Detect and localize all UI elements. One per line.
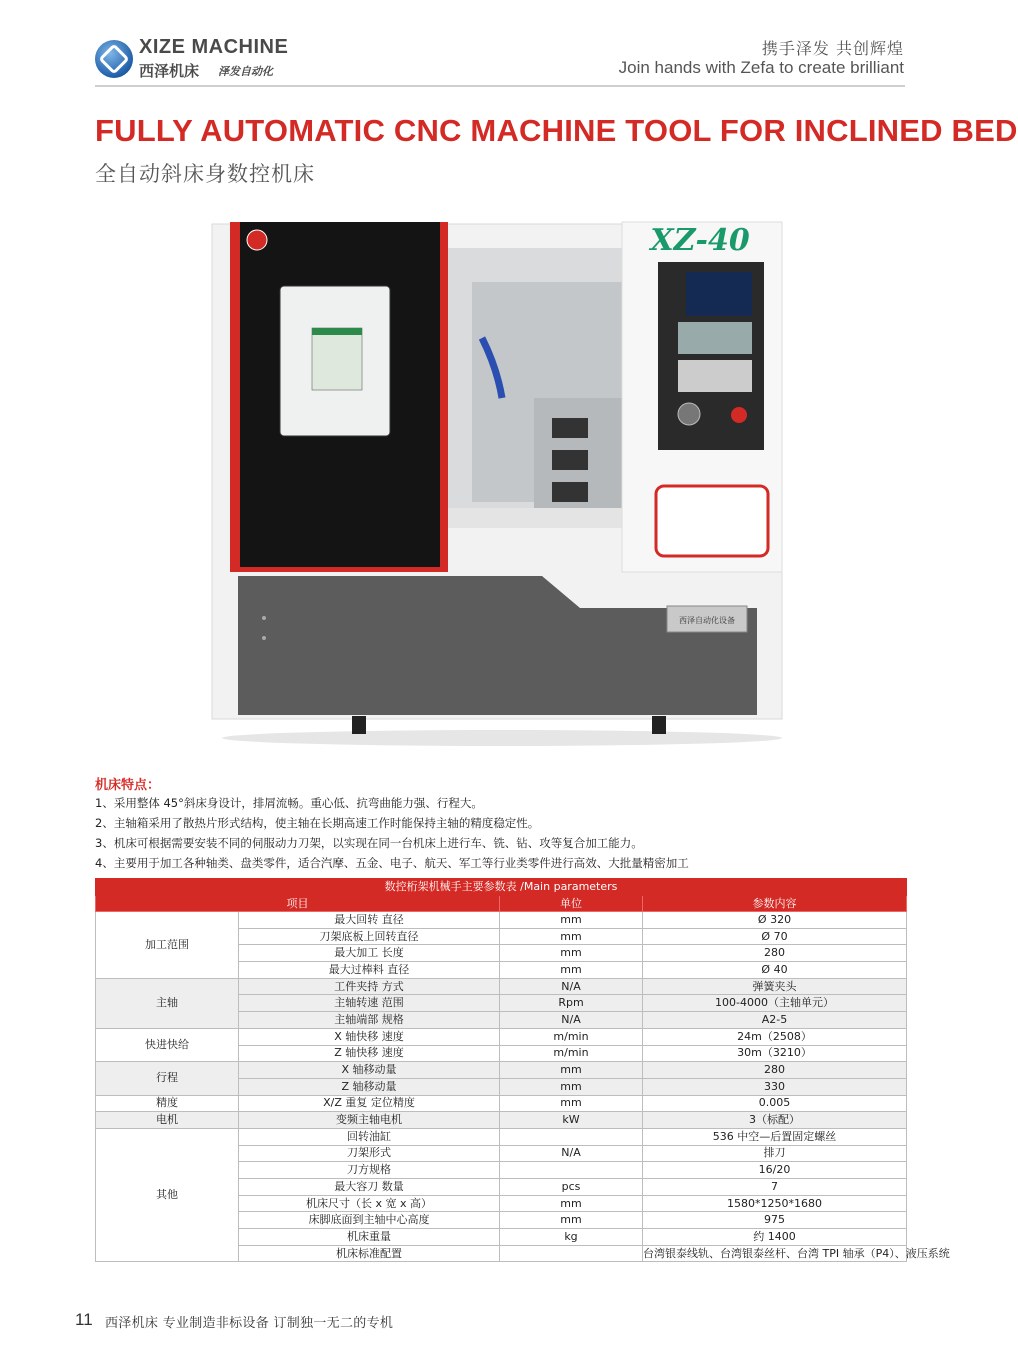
group-cell: 快进快给 xyxy=(96,1028,239,1061)
header-divider xyxy=(95,85,905,87)
logo-text-en: XIZE MACHINE xyxy=(139,36,289,58)
column-header-value: 参数内容 xyxy=(643,896,907,912)
value-cell: 16/20 xyxy=(643,1162,907,1179)
value-cell: 7 xyxy=(643,1179,907,1196)
value-cell: Ø 320 xyxy=(643,912,907,929)
value-cell: 约 1400 xyxy=(643,1229,907,1246)
footer-text: 西泽机床 专业制造非标设备 订制独一无二的专机 xyxy=(105,1316,394,1331)
model-label: XZ-40 xyxy=(650,223,750,258)
unit-cell: N/A xyxy=(500,1012,643,1029)
keypad-upper xyxy=(678,322,752,354)
table-title: 数控桁架机械手主要参数表 /Main parameters xyxy=(96,879,907,896)
value-cell: 弹簧夹头 xyxy=(643,978,907,995)
item-cell: 床脚底面到主轴中心高度 xyxy=(239,1212,500,1229)
group-cell: 其他 xyxy=(96,1128,239,1262)
unit-cell: mm xyxy=(500,912,643,929)
value-cell: 24m（2508） xyxy=(643,1028,907,1045)
unit-cell: mm xyxy=(500,1078,643,1095)
value-cell: Ø 70 xyxy=(643,928,907,945)
table-row xyxy=(96,912,907,929)
item-cell: 最大容刀 数量 xyxy=(239,1179,500,1196)
unit-cell: mm xyxy=(500,945,643,962)
item-cell: X 轴移动量 xyxy=(239,1062,500,1079)
machine-shadow xyxy=(222,730,782,746)
unit-cell: mm xyxy=(500,1212,643,1229)
feed-knob-icon xyxy=(678,403,700,425)
keypad-lower xyxy=(678,360,752,392)
door-emblem-icon xyxy=(247,230,267,250)
page-number: 11 xyxy=(75,1310,93,1329)
feature-item: 3、机床可根据需要安装不同的伺服动力刀架，以实现在同一台机床上进行车、铣、钻、攻等复合加工能力。 xyxy=(95,836,643,850)
logo-icon xyxy=(95,40,133,78)
table-row xyxy=(96,978,907,995)
feature-item: 1、采用整体 45°斜床身设计，排屑流畅。重心低、抗弯曲能力强、行程大。 xyxy=(95,796,483,810)
machine-foot xyxy=(652,716,666,734)
chip-tray xyxy=(448,508,624,528)
cnc-machine-illustration xyxy=(212,218,788,748)
unit-cell: mm xyxy=(500,1195,643,1212)
item-cell: 刀架底板上回转直径 xyxy=(239,928,500,945)
table-body xyxy=(96,912,950,1262)
group-cell: 主轴 xyxy=(96,978,239,1028)
value-cell: 280 xyxy=(643,945,907,962)
value-cell: Ø 40 xyxy=(643,962,907,979)
item-cell: X/Z 重复 定位精度 xyxy=(239,1095,500,1112)
item-cell: 主轴端部 规格 xyxy=(239,1012,500,1029)
name-plate-text: 西泽自动化设备 xyxy=(679,616,735,625)
unit-cell: N/A xyxy=(500,1145,643,1162)
item-cell: X 轴快移 速度 xyxy=(239,1028,500,1045)
table-row xyxy=(96,1028,907,1045)
unit-cell xyxy=(500,1162,643,1179)
value-cell: 536 中空—后置固定螺丝 xyxy=(643,1128,907,1145)
unit-cell: mm xyxy=(500,1062,643,1079)
unit-cell xyxy=(500,1128,643,1145)
page-title-en: FULLY AUTOMATIC CNC MACHINE TOOL FOR INCLINED BED xyxy=(95,113,1018,148)
unit-cell: kg xyxy=(500,1229,643,1246)
item-cell: 回转油缸 xyxy=(239,1128,500,1145)
unit-cell: Rpm xyxy=(500,995,643,1012)
group-cell: 精度 xyxy=(96,1095,239,1112)
value-cell: 0.005 xyxy=(643,1095,907,1112)
control-column-window xyxy=(656,486,768,556)
group-cell: 电机 xyxy=(96,1112,239,1129)
base-screw-icon xyxy=(262,636,266,640)
item-cell: Z 轴快移 速度 xyxy=(239,1045,500,1062)
value-cell: 100-4000（主轴单元） xyxy=(643,995,907,1012)
tool-holder-3 xyxy=(552,482,588,502)
feature-item: 2、主轴箱采用了散热片形式结构，使主轴在长期高速工作时能保持主轴的精度稳定性。 xyxy=(95,816,540,830)
unit-cell: N/A xyxy=(500,978,643,995)
base-screw-icon xyxy=(262,616,266,620)
unit-cell: m/min xyxy=(500,1045,643,1062)
item-cell: Z 轴移动量 xyxy=(239,1078,500,1095)
unit-cell: mm xyxy=(500,1095,643,1112)
item-cell: 最大回转 直径 xyxy=(239,912,500,929)
table-row xyxy=(96,1095,907,1112)
value-cell: 30m（3210） xyxy=(643,1045,907,1062)
slogan-cn: 携手泽发 共创辉煌 xyxy=(761,39,904,58)
value-cell: 3（标配） xyxy=(643,1112,907,1129)
unit-cell: m/min xyxy=(500,1028,643,1045)
item-cell: 最大加工 长度 xyxy=(239,945,500,962)
logo-subtext-cn: 泽发自动化 xyxy=(218,65,273,78)
item-cell: 最大过棒料 直径 xyxy=(239,962,500,979)
item-cell: 刀架形式 xyxy=(239,1145,500,1162)
table-row xyxy=(96,1062,907,1079)
unit-cell xyxy=(500,1245,643,1262)
item-cell: 机床重量 xyxy=(239,1229,500,1246)
value-cell: 1580*1250*1680 xyxy=(643,1195,907,1212)
value-cell: 280 xyxy=(643,1062,907,1079)
tool-holder-1 xyxy=(552,418,588,438)
item-cell: 工件夹持 方式 xyxy=(239,978,500,995)
cnc-screen xyxy=(686,272,752,316)
tool-holder-2 xyxy=(552,450,588,470)
unit-cell: kW xyxy=(500,1112,643,1129)
emergency-stop-icon xyxy=(731,407,747,423)
column-header-unit: 单位 xyxy=(500,896,643,912)
machine-foot xyxy=(352,716,366,734)
value-cell: A2-5 xyxy=(643,1012,907,1029)
item-cell: 刀方规格 xyxy=(239,1162,500,1179)
group-cell: 加工范围 xyxy=(96,912,239,979)
unit-cell: mm xyxy=(500,962,643,979)
logo-text-cn: 西泽机床 xyxy=(139,62,200,80)
table-row xyxy=(96,1128,907,1145)
value-cell: 台湾银泰线轨、台湾银泰丝杆、台湾 TPI 轴承（P4）、液压系统 xyxy=(643,1245,907,1262)
door-label-sticker xyxy=(312,328,362,390)
feature-item: 4、主要用于加工各种轴类、盘类零件，适合汽摩、五金、电子、航天、军工等行业类零件进行高效、大批量精密加工 xyxy=(95,856,689,870)
slogan-en: Join hands with Zefa to create brilliant xyxy=(618,58,904,77)
page-title-cn: 全自动斜床身数控机床 xyxy=(95,162,315,186)
value-cell: 330 xyxy=(643,1078,907,1095)
parameters-table xyxy=(95,878,950,1262)
item-cell: 机床标准配置 xyxy=(239,1245,500,1262)
item-cell: 变频主轴电机 xyxy=(239,1112,500,1129)
features-heading: 机床特点： xyxy=(95,778,161,793)
door-label-header xyxy=(312,328,362,335)
table-row xyxy=(96,1112,907,1129)
value-cell: 975 xyxy=(643,1212,907,1229)
unit-cell: pcs xyxy=(500,1179,643,1196)
item-cell: 主轴转速 范围 xyxy=(239,995,500,1012)
column-header-item: 项目 xyxy=(96,896,500,912)
value-cell: 排刀 xyxy=(643,1145,907,1162)
item-cell: 机床尺寸（长 x 宽 x 高） xyxy=(239,1195,500,1212)
unit-cell: mm xyxy=(500,928,643,945)
group-cell: 行程 xyxy=(96,1062,239,1095)
